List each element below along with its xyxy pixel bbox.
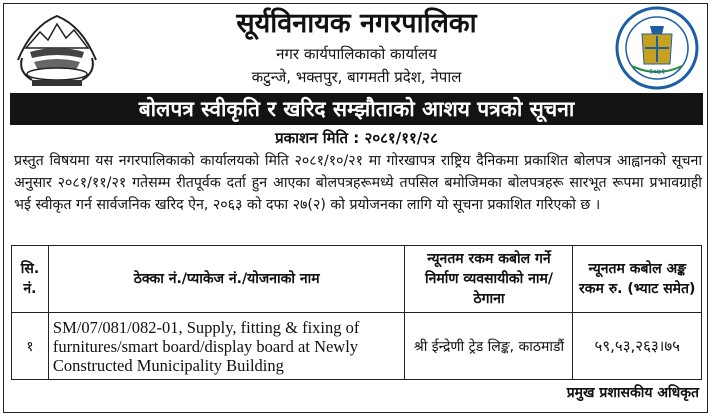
header-vendor: न्यूनतम रकम कबोल गर्ने निर्माण व्यवसायीको नाम/ठेगाना — [405, 246, 573, 313]
seal-year: २०७१ — [648, 67, 666, 76]
row-amount: ५९,५३,२६३।७५ — [573, 313, 702, 380]
office-address: कटुन्जे, भक्तपुर, बागमती प्रदेश, नेपाल — [251, 68, 462, 86]
notice-body: प्रस्तुत विषयमा यस नगरपालिकाको कार्यालयको मिति २०८१/१०/२१ मा गोरखापत्र राष्ट्रिय दैनिकमा प्रकाशित बोलपत्र आह्वानको सूचना अनुसार २०८१/११/२१ गतेसम्म रीतपूर्वक दर्ता हुन आएका बोलपत्रहरूमध्ये तपसिल बमोजिमका बोलपत्रहरू सारभूत रूपमा प्रभावग्राही भई स्वीकृत गर्न सार्वजनिक खरिद ऐन, २०६३ को दफा २७(२) को प्रयोजनका लागि यो सूचना प्रकाशित गरिएको छ । — [14, 153, 702, 213]
nepal-emblem-icon — [12, 8, 102, 88]
row-contract-name: SM/07/081/082-01, Supply, fitting & fixing of furnitures/smart board/display board at Newly Constructed Municipality Building — [48, 313, 405, 380]
award-table — [11, 245, 702, 380]
table-row — [12, 313, 702, 380]
office-name: नगर कार्यपालिकाको कार्यालय — [276, 45, 437, 63]
municipality-seal-icon — [612, 6, 702, 90]
signatory-title: प्रमुख प्रशासकीय अधिकृत — [566, 385, 699, 401]
row-vendor: श्री ईन्द्रेणी ट्रेड लिङ्क, काठमाडौं — [405, 313, 573, 380]
table-header-row — [12, 246, 702, 313]
header-name: ठेक्का नं./प्याकेज नं./योजनाको नाम — [48, 246, 405, 313]
publication-date: प्रकाशन मिति : २०८१/११/२८ — [275, 129, 438, 147]
notice-title: बोलपत्र स्वीकृति र खरिद सम्झौताको आशय पत्रको सूचना — [10, 93, 703, 125]
header-amount: न्यूनतम कबोल अङ्क रकम रु. (भ्याट समेत) — [573, 246, 702, 313]
row-sn: १ — [12, 313, 49, 380]
header-sn: सि. नं. — [12, 246, 49, 313]
org-name: सूर्यविनायक नगरपालिका — [236, 8, 477, 39]
